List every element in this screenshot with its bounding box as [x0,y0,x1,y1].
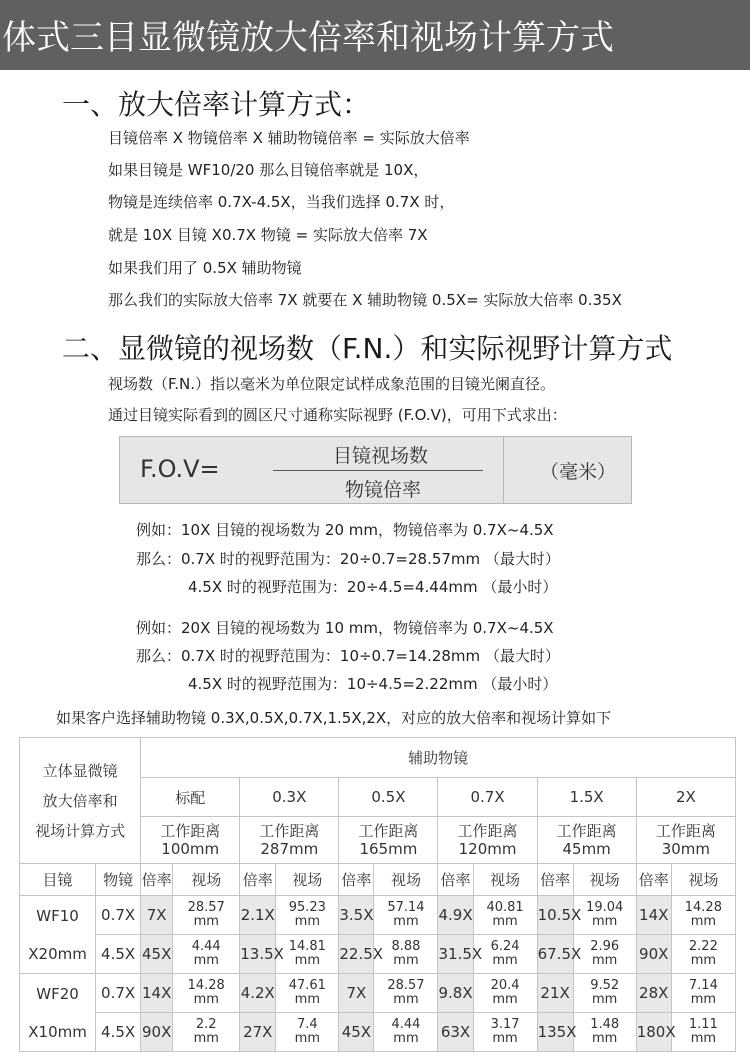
field-value: 14.28 [187,978,225,993]
field-cell [671,935,735,974]
formula-denominator: 物镜倍率 [345,479,422,501]
aux-col-name: 1.5X [537,778,636,817]
magnification-cell: 67.5X [537,935,573,974]
magnification-cell: 14X [636,896,671,935]
objective-cell: 4.5X [96,935,141,974]
corner-line: 立体显微镜 [42,761,118,780]
field-value: 3.17 [490,1017,520,1032]
field-unit: mm [294,953,320,968]
field-cell [276,935,339,974]
example-1-line: 例如：10X 目镜的视场数为 20 mm，物镜倍率为 0.7X~4.5X [136,521,554,539]
section-1-line: 如果目镜是 WF10/20 那么目镜倍率就是 10X， [108,161,429,179]
magnification-cell: 22.5X [339,935,374,974]
example-1-line: 4.5X 时的视野范围为：20÷4.5=4.44mm （最小时） [188,578,558,596]
magnification-cell: 14X [141,974,173,1013]
working-distance-cell [141,817,240,864]
section-1-line: 那么我们的实际放大倍率 7X 就要在 X 辅助物镜 0.5X= 实际放大倍率 0.35X [108,291,622,309]
field-column-header: 视场 [374,864,438,896]
working-distance-cell [438,817,537,864]
table-row [20,896,736,935]
mag-column-header: 倍率 [438,864,473,896]
field-unit: mm [393,992,419,1007]
aux-col-name: 0.3X [240,778,339,817]
example-2-line: 例如：20X 目镜的视场数为 10 mm，物镜倍率为 0.7X~4.5X [136,619,554,637]
field-column-header: 视场 [173,864,240,896]
field-value: 6.24 [490,939,520,954]
field-cell [573,896,636,935]
formula-label: F.O.V= [140,455,220,483]
field-value: 40.81 [486,900,524,915]
field-unit: mm [592,914,618,929]
formula-fraction-cell [253,437,504,503]
magnification-cell: 21X [537,974,573,1013]
magnification-cell: 13.5X [240,935,276,974]
field-value: 2.96 [590,939,620,954]
magnification-cell: 4.9X [438,896,473,935]
aux-col-name: 2X [636,778,735,817]
fov-formula-box [119,436,632,504]
formula-label-cell [120,437,254,503]
example-2-line: 那么：0.7X 时的视野范围为：10÷0.7=14.28mm （最大时） [136,647,560,665]
field-unit: mm [393,953,419,968]
page-title: 体式三目显微镜放大倍率和视场计算方式 [2,18,614,58]
working-distance-cell [240,817,339,864]
field-cell [276,896,339,935]
section-1-heading: 一、放大倍率计算方式： [62,88,371,121]
working-distance-label: 工作距离 [556,822,617,840]
field-unit: mm [592,992,618,1007]
magnification-cell: 135X [537,1013,573,1052]
field-unit: mm [393,1031,419,1046]
field-unit: mm [193,914,219,929]
field-unit: mm [690,992,717,1007]
field-cell [671,896,735,935]
formula-numerator: 目镜视场数 [333,445,429,467]
field-unit: mm [592,953,618,968]
table-row [20,935,736,974]
field-value: 8.88 [391,939,421,954]
magnification-cell: 2.1X [240,896,276,935]
field-unit: mm [690,953,717,968]
field-unit: mm [193,1031,219,1046]
eyepiece-name: WF20 [36,984,79,1003]
formula-unit: （毫米） [540,461,617,483]
section-2-heading: 二、显微镜的视场数（F.N.）和实际视野计算方式 [62,332,673,365]
mag-column-header: 倍率 [339,864,374,896]
section-1-line: 目镜倍率 X 物镜倍率 X 辅助物镜倍率 = 实际放大倍率 [108,129,470,147]
field-cell [473,1013,537,1052]
formula-unit-cell [504,437,631,503]
working-distance-label: 工作距离 [358,822,419,840]
section-1-line: 物镜是连续倍率 0.7X-4.5X，当我们选择 0.7X 时， [108,193,455,211]
field-value: 28.57 [187,900,225,915]
field-unit: mm [294,1031,320,1046]
field-unit: mm [592,1031,618,1046]
field-unit: mm [193,992,219,1007]
field-unit: mm [492,914,518,929]
eyepiece-name: WF10 [36,906,79,925]
table-row [20,974,736,1013]
eyepiece-field-number: X10mm [28,1022,87,1041]
field-cell [173,896,240,935]
working-distance-label: 工作距离 [160,822,221,840]
field-cell [671,974,735,1013]
magnification-cell: 63X [438,1013,473,1052]
mag-column-header: 倍率 [636,864,671,896]
fraction-bar [273,470,483,471]
section-2-line: 视场数（F.N.）指以毫米为单位限定试样成象范围的目镜光阑直径。 [108,375,555,393]
field-cell [374,974,438,1013]
mag-column-header: 倍率 [240,864,276,896]
field-cell [276,1013,339,1052]
field-value: 7.14 [688,978,718,993]
aux-objective-header: 辅助物镜 [141,738,736,778]
field-value: 2.2 [195,1017,217,1032]
field-cell [473,896,537,935]
field-column-header: 视场 [671,864,735,896]
field-cell [276,974,339,1013]
magnification-cell: 27X [240,1013,276,1052]
field-cell [671,1013,735,1052]
eyepiece-cell [20,896,96,974]
field-unit: mm [294,992,320,1007]
working-distance-value: 30mm [661,840,710,858]
corner-line: 放大倍率和 [42,791,118,810]
field-cell [374,935,438,974]
working-distance-label: 工作距离 [259,822,320,840]
objective-cell: 0.7X [96,896,141,935]
field-cell [173,974,240,1013]
magnification-cell: 9.8X [438,974,473,1013]
field-cell [473,935,537,974]
field-unit: mm [393,914,419,929]
working-distance-value: 120mm [458,840,517,858]
field-cell [573,1013,636,1052]
eyepiece-field-number: X20mm [28,944,87,963]
field-value: 2.22 [688,939,718,954]
field-column-header: 视场 [473,864,537,896]
magnification-cell: 7X [339,974,374,1013]
field-value: 7.4 [296,1017,318,1032]
objective-cell: 4.5X [96,1013,141,1052]
field-value: 20.4 [490,978,520,993]
field-value: 4.44 [391,1017,421,1032]
magnification-cell: 28X [636,974,671,1013]
objective-cell: 0.7X [96,974,141,1013]
field-value: 1.48 [590,1017,620,1032]
field-value: 9.52 [590,978,620,993]
aux-col-name: 0.7X [438,778,537,817]
working-distance-label: 工作距离 [655,822,716,840]
working-distance-value: 45mm [562,840,611,858]
example-1-line: 那么：0.7X 时的视野范围为：20÷0.7=28.57mm （最大时） [136,550,560,568]
field-value: 1.11 [688,1017,718,1032]
magnification-cell: 180X [636,1013,671,1052]
table-corner-label [20,738,141,864]
working-distance-cell [339,817,438,864]
table-intro: 如果客户选择辅助物镜 0.3X,0.5X,0.7X,1.5X,2X，对应的放大倍率和视场计算如下 [56,709,612,727]
field-cell [473,974,537,1013]
field-value: 28.57 [387,978,425,993]
section-1-line: 就是 10X 目镜 X0.7X 物镜 = 实际放大倍率 7X [108,226,428,244]
field-cell [173,1013,240,1052]
magnification-cell: 90X [636,935,671,974]
aux-col-name: 0.5X [339,778,438,817]
field-value: 47.61 [288,978,326,993]
field-cell [374,1013,438,1052]
example-2-line: 4.5X 时的视野范围为：10÷4.5=2.22mm （最小时） [188,675,558,693]
field-value: 4.44 [191,939,221,954]
field-column-header: 视场 [276,864,339,896]
field-value: 57.14 [387,900,425,915]
field-column-header: 视场 [573,864,636,896]
section-2-line: 通过目镜实际看到的圆区尺寸通称实际视野 (F.O.V)，可用下式求出： [108,406,567,424]
field-unit: mm [492,1031,518,1046]
working-distance-value: 287mm [260,840,319,858]
field-cell [374,896,438,935]
field-value: 95.23 [288,900,326,915]
table-row [20,1013,736,1052]
field-cell [173,935,240,974]
field-unit: mm [690,914,717,929]
corner-line: 视场计算方式 [35,821,126,840]
field-value: 14.81 [288,939,326,954]
field-cell [573,935,636,974]
magnification-cell: 7X [141,896,173,935]
eyepiece-column-header: 目镜 [20,864,96,896]
magnification-cell: 3.5X [339,896,374,935]
section-1-line: 如果我们用了 0.5X 辅助物镜 [108,259,302,277]
magnification-cell: 45X [339,1013,374,1052]
mag-column-header: 倍率 [141,864,173,896]
field-value: 14.28 [684,900,722,915]
working-distance-cell [636,817,735,864]
field-unit: mm [690,1031,717,1046]
field-cell [573,974,636,1013]
magnification-cell: 31.5X [438,935,473,974]
magnification-cell: 4.2X [240,974,276,1013]
magnification-cell: 45X [141,935,173,974]
working-distance-value: 165mm [359,840,418,858]
magnification-cell: 10.5X [537,896,573,935]
working-distance-cell [537,817,636,864]
mag-column-header: 倍率 [537,864,573,896]
field-unit: mm [193,953,219,968]
title-banner [0,0,750,70]
aux-col-name: 标配 [141,778,240,817]
magnification-cell: 90X [141,1013,173,1052]
field-unit: mm [492,992,518,1007]
working-distance-label: 工作距离 [457,822,518,840]
objective-column-header: 物镜 [96,864,141,896]
working-distance-value: 100mm [161,840,220,858]
magnification-table [19,737,736,1052]
eyepiece-cell [20,974,96,1052]
field-value: 19.04 [586,900,624,915]
field-unit: mm [492,953,518,968]
field-unit: mm [294,914,320,929]
